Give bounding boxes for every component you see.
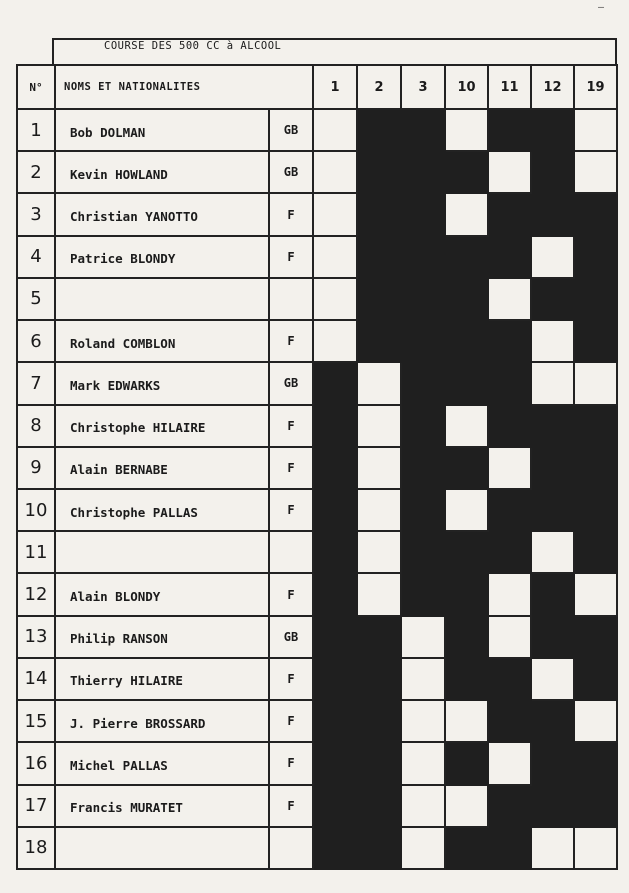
race-cell-12 [531,616,574,658]
race-cell-19 [574,658,617,700]
race-cell-12 [531,447,574,489]
race-cell-12 [531,489,574,531]
rider-number: 17 [17,785,55,827]
rider-nationality: GB [269,362,313,404]
rider-nationality: F [269,489,313,531]
race-cell-3 [401,447,445,489]
race-cell-2 [357,320,401,362]
header-row [17,65,617,109]
rider-nationality [269,827,313,869]
rider-number: 14 [17,658,55,700]
rider-nationality: F [269,236,313,278]
table-row [17,785,617,827]
table-row [17,700,617,742]
page-title: COURSE DES 500 CC à ALCOOL [104,40,282,52]
race-cell-1 [313,278,357,320]
rider-number: 18 [17,827,55,869]
race-cell-2 [357,616,401,658]
rider-number: 4 [17,236,55,278]
rider-name: Alain BLONDY [55,573,269,615]
race-header-3: 3 [401,65,445,109]
race-header-11: 11 [488,65,531,109]
race-cell-2 [357,151,401,193]
rider-nationality: GB [269,151,313,193]
race-cell-11 [488,193,531,235]
race-cell-3 [401,700,445,742]
race-cell-2 [357,700,401,742]
race-cell-10 [445,362,488,404]
race-cell-11 [488,827,531,869]
race-cell-2 [357,362,401,404]
race-cell-11 [488,531,531,573]
race-cell-10 [445,236,488,278]
race-cell-10 [445,700,488,742]
race-cell-12 [531,658,574,700]
race-cell-3 [401,742,445,784]
race-cell-11 [488,700,531,742]
race-cell-19 [574,320,617,362]
race-cell-3 [401,405,445,447]
race-cell-19 [574,573,617,615]
race-cell-10 [445,151,488,193]
table-row [17,109,617,151]
race-cell-11 [488,405,531,447]
rider-number: 12 [17,573,55,615]
race-cell-11 [488,362,531,404]
race-cell-11 [488,489,531,531]
race-cell-19 [574,151,617,193]
race-cell-1 [313,827,357,869]
race-cell-11 [488,109,531,151]
race-cell-12 [531,278,574,320]
race-cell-2 [357,658,401,700]
race-cell-2 [357,236,401,278]
rider-name: Francis MURATET [55,785,269,827]
table-row [17,489,617,531]
race-cell-3 [401,785,445,827]
race-cell-12 [531,236,574,278]
race-cell-10 [445,531,488,573]
rider-name: Philip RANSON [55,616,269,658]
table-row [17,531,617,573]
race-cell-1 [313,489,357,531]
race-header-2: 2 [357,65,401,109]
race-cell-19 [574,785,617,827]
race-cell-3 [401,109,445,151]
rider-name: J. Pierre BROSSARD [55,700,269,742]
race-cell-12 [531,320,574,362]
rider-nationality: GB [269,109,313,151]
rider-name: Kevin HOWLAND [55,151,269,193]
table-row [17,405,617,447]
race-cell-19 [574,531,617,573]
rider-name: Michel PALLAS [55,742,269,784]
race-cell-12 [531,193,574,235]
rider-number: 8 [17,405,55,447]
table-row [17,151,617,193]
race-cell-12 [531,109,574,151]
race-cell-19 [574,109,617,151]
rider-name: Patrice BLONDY [55,236,269,278]
race-cell-12 [531,151,574,193]
race-cell-12 [531,785,574,827]
table-row [17,573,617,615]
rider-number: 1 [17,109,55,151]
race-cell-1 [313,405,357,447]
race-cell-1 [313,447,357,489]
corner-mark: — [598,2,605,13]
rider-nationality [269,278,313,320]
rider-number: 6 [17,320,55,362]
race-cell-19 [574,700,617,742]
race-cell-3 [401,236,445,278]
race-cell-10 [445,827,488,869]
rider-nationality: F [269,320,313,362]
race-cell-2 [357,785,401,827]
rider-name: Roland COMBLON [55,320,269,362]
race-cell-3 [401,531,445,573]
race-cell-3 [401,573,445,615]
table-row [17,193,617,235]
rider-name: Alain BERNABE [55,447,269,489]
rider-name [55,827,269,869]
race-cell-11 [488,320,531,362]
rider-nationality: F [269,742,313,784]
rider-name [55,531,269,573]
table-row [17,447,617,489]
race-cell-3 [401,151,445,193]
rider-name [55,278,269,320]
race-cell-2 [357,405,401,447]
results-table [16,64,618,870]
race-cell-2 [357,573,401,615]
table-row [17,658,617,700]
race-cell-19 [574,193,617,235]
race-cell-1 [313,616,357,658]
rider-number: 10 [17,489,55,531]
race-cell-2 [357,109,401,151]
race-cell-19 [574,362,617,404]
race-cell-3 [401,616,445,658]
race-cell-1 [313,193,357,235]
race-cell-11 [488,151,531,193]
race-cell-3 [401,362,445,404]
race-cell-10 [445,658,488,700]
race-cell-11 [488,236,531,278]
race-cell-1 [313,785,357,827]
rider-number: 7 [17,362,55,404]
race-cell-2 [357,742,401,784]
col-header-names: NOMS ET NATIONALITES [55,65,313,109]
race-cell-12 [531,827,574,869]
race-header-10: 10 [445,65,488,109]
race-cell-10 [445,109,488,151]
race-cell-10 [445,320,488,362]
race-cell-3 [401,320,445,362]
rider-nationality: F [269,193,313,235]
race-cell-1 [313,742,357,784]
table-row [17,236,617,278]
race-cell-3 [401,827,445,869]
race-cell-11 [488,658,531,700]
rider-rows [17,109,617,869]
race-cell-19 [574,827,617,869]
race-cell-10 [445,278,488,320]
table-row [17,616,617,658]
rider-nationality: F [269,573,313,615]
race-cell-10 [445,573,488,615]
race-cell-11 [488,785,531,827]
race-cell-12 [531,573,574,615]
race-cell-12 [531,362,574,404]
rider-number: 3 [17,193,55,235]
rider-number: 11 [17,531,55,573]
race-cell-11 [488,278,531,320]
race-cell-12 [531,531,574,573]
race-cell-19 [574,616,617,658]
rider-number: 13 [17,616,55,658]
race-cell-19 [574,447,617,489]
race-cell-1 [313,573,357,615]
rider-name: Mark EDWARKS [55,362,269,404]
race-cell-11 [488,616,531,658]
rider-nationality: GB [269,616,313,658]
rider-number: 2 [17,151,55,193]
race-cell-2 [357,193,401,235]
race-cell-1 [313,658,357,700]
race-cell-19 [574,405,617,447]
race-cell-10 [445,616,488,658]
race-cell-2 [357,827,401,869]
rider-number: 5 [17,278,55,320]
col-header-num: N° [17,65,55,109]
race-cell-12 [531,405,574,447]
race-header-1: 1 [313,65,357,109]
race-cell-3 [401,278,445,320]
race-cell-1 [313,700,357,742]
rider-nationality: F [269,447,313,489]
race-cell-19 [574,742,617,784]
race-cell-10 [445,405,488,447]
race-cell-12 [531,700,574,742]
rider-name: Christophe PALLAS [55,489,269,531]
table-row [17,320,617,362]
rider-nationality: F [269,405,313,447]
rider-nationality: F [269,785,313,827]
rider-nationality: F [269,658,313,700]
rider-name: Bob DOLMAN [55,109,269,151]
rider-name: Christian YANOTTO [55,193,269,235]
race-cell-12 [531,742,574,784]
rider-nationality [269,531,313,573]
race-cell-10 [445,742,488,784]
race-cell-19 [574,236,617,278]
race-cell-1 [313,109,357,151]
rider-name: Christophe HILAIRE [55,405,269,447]
race-cell-1 [313,531,357,573]
race-cell-1 [313,362,357,404]
rider-number: 15 [17,700,55,742]
race-cell-11 [488,742,531,784]
race-cell-11 [488,573,531,615]
race-cell-1 [313,236,357,278]
race-header-19: 19 [574,65,617,109]
table-row [17,278,617,320]
race-cell-10 [445,489,488,531]
race-cell-1 [313,320,357,362]
race-cell-2 [357,489,401,531]
table-row [17,362,617,404]
race-cell-1 [313,151,357,193]
race-cell-10 [445,785,488,827]
race-cell-3 [401,489,445,531]
race-cell-2 [357,531,401,573]
table-row [17,742,617,784]
rider-number: 16 [17,742,55,784]
rider-name: Thierry HILAIRE [55,658,269,700]
race-cell-3 [401,193,445,235]
race-cell-10 [445,193,488,235]
rider-number: 9 [17,447,55,489]
race-cell-10 [445,447,488,489]
rider-nationality: F [269,700,313,742]
race-cell-2 [357,447,401,489]
table-row [17,827,617,869]
race-cell-2 [357,278,401,320]
race-cell-3 [401,658,445,700]
race-cell-19 [574,489,617,531]
race-header-12: 12 [531,65,574,109]
race-cell-11 [488,447,531,489]
race-cell-19 [574,278,617,320]
